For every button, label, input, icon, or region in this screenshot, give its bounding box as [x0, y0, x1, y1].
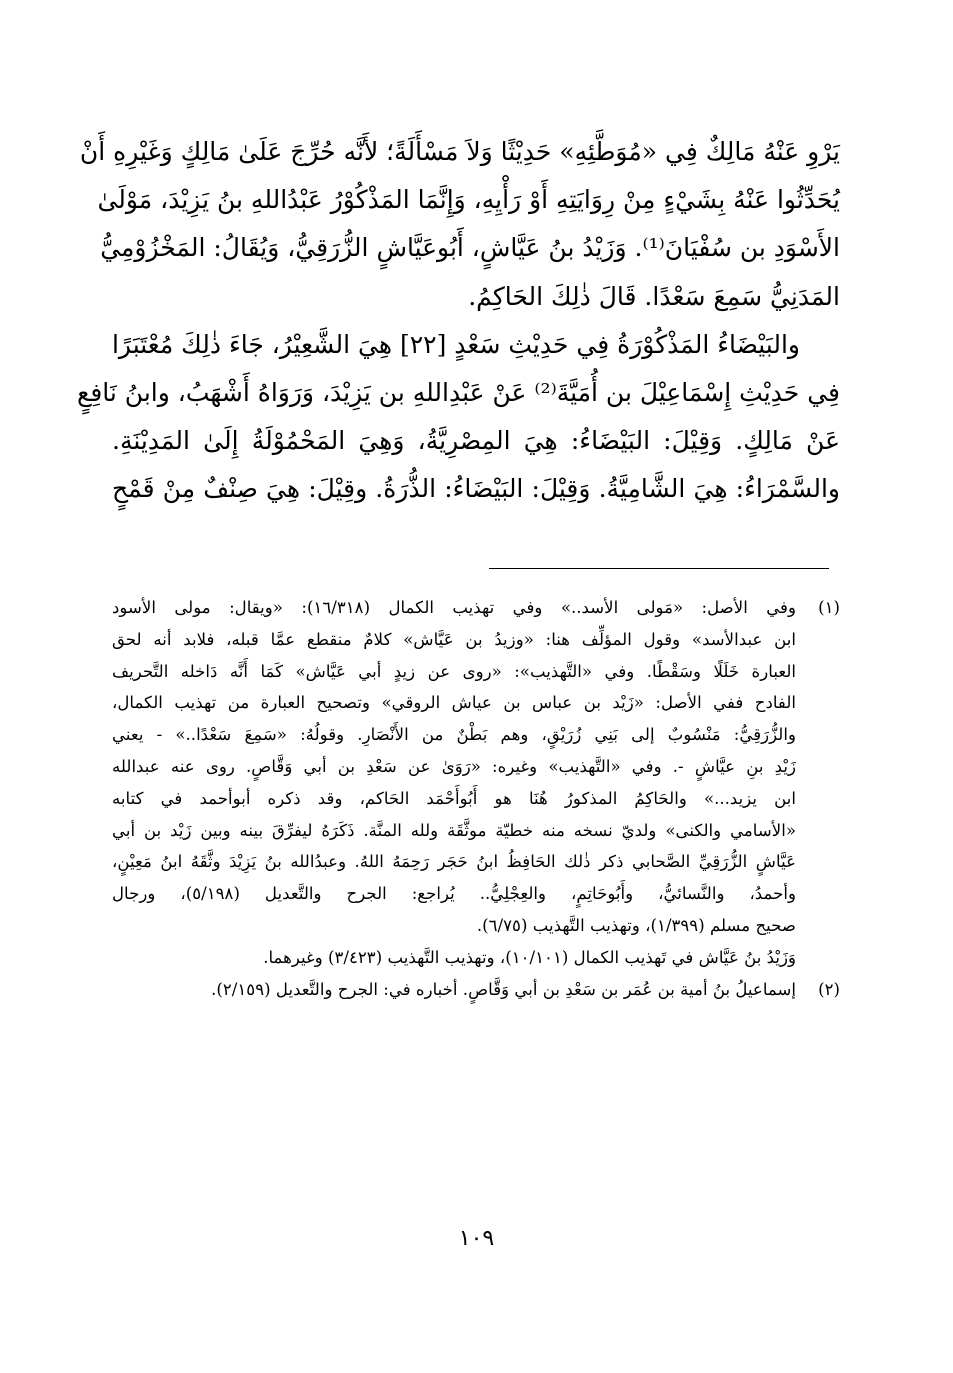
page-number: ١٠٩ — [458, 1226, 495, 1251]
footnote-line: ابن يزيد...» والحَاكِمُ المذكورُ هُنَا هو أَبُوأَحْمَد الحَاكم، وقد ذكره أبوأحمد في كتابه — [112, 788, 796, 808]
footnote-line: وفي الأصل: «مَولى الأسد..» وفي تهذيب الكمال (١٦/٣١٨): «ويقال: مولى الأسود — [112, 598, 796, 617]
footnote-number: (٢) — [818, 979, 840, 999]
footnote-line: صحيح مسلم (١/٣٩٩)، وتهذيب التَّهذيب (٦/٧٥). — [476, 915, 796, 935]
text-line: والسَّمْرَاءُ: هِيَ الشَّامِيَّةُ. وَقِيْلَ: البَيْضَاءُ: الذُّرَةُ. وقِيْلَ: هِيَ صِنْفٌ مِنْ قَمْحٍ — [112, 474, 840, 504]
footnote-line: وأحمدُ، والنَّسائيُّ، وأَبُوحَاتِمٍ، والعِجْلِيُّ.. يُراجع: الجرح والتَّعديل (٥/١٩٨)، ورجال — [112, 884, 796, 904]
main-paragraph-2 — [77, 321, 840, 514]
footnote-1-continuation: وَزَيْدُ بنُ عَيَّاش في تَهذيب الكمال (١٠/١٠١)، وتهذيب التَّهذيب (٣/٤٢٣) وغيرهما. — [263, 947, 796, 967]
main-paragraph-1 — [79, 128, 840, 321]
footnote-2 — [112, 974, 840, 1006]
footnote-line: إسماعيلُ بنُ أمية بن عُمَر بن سَعْدِ بن أبي وَقَّاصٍ. أخباره في: الجرح والتَّعديل (٢/١٥٩). — [211, 979, 796, 999]
text-line: عَنْ مَالِكٍ. وَقِيْلَ: البَيْضَاءُ: هِيَ المِصْرِيَّةُ، وَهِيَ المَحْمُوْلَةُ إِلَىٰ المَدِيْنَةِ. — [112, 426, 840, 456]
footnote-line: العبارة خَلَلًا وسَقْطًا. وفي «التَّهذيب»: «روى عن زيدٍ أبي عَيَّاش» كَمَا أَنَّه دَاخله التَّحريف — [112, 661, 796, 681]
footnote-body — [112, 974, 796, 1006]
text-line: فِي حَدِيْثِ إِسْمَاعِيْلَ بن أُمَيَّةَ⁽²⁾ عَنْ عَبْدِاللهِ بن يَزِيْدَ، وَرَوَاهُ أَشْهَبُ، وابنُ نَافِعٍ — [77, 378, 840, 408]
footnote-line: زَيْدِ بنِ عيَّاشٍ -. وفي «التَّهذيب» وغيره: «رَوَىٰ عن سَعْدِ بن أبي وَقَّاصٍ. روى عنه عبدالله — [112, 756, 796, 776]
footnote-line: عَيَّاشٍ الزُّرَقِيِّ الصَّحابي ذكر ذٰلك الحَافِظُ ابنُ حَجَر رَحِمَهُ اللهُ. وعبدُالله بنُ يَزِيْدَ وثَّقَهُ ابنُ مَعِيْنٍ، — [112, 852, 796, 872]
text-line: يَرْوِ عَنْهُ مَالِكٌ فِي «مُوَطَّئِهِ» حَدِيْثًا وَلاَ مَسْأَلَةً؛ لأَنَّه حُرِّجَ عَلَىٰ مَالِكٍ وَغَيْرِهِ أَنْ — [79, 137, 840, 166]
footnotes-block — [112, 592, 840, 1005]
footnote-line: والزُّرَقِيُّ: مَنْسُوبٌ إلى بَنِي زُرَيْقٍ، وهم بَطْنٌ من الأَنْصَارِ. وقولُهُ: «سَمِعَ سَعْدًا..» - يعني — [112, 725, 796, 745]
text-line: الأَسْوَدِ بن سُفْيَانَ⁽¹⁾. وَزَيْدُ بنُ عَيَّاشٍ، أَبُوعَيَّاشٍ الزُّرَقِيُّ، وَيُقَالُ: المَخْزُوْمِيُّ — [100, 233, 840, 263]
footnote-body — [112, 592, 796, 942]
footnote-separator — [489, 568, 829, 569]
footnote-number: (١) — [818, 598, 840, 617]
footnote-line: «الأسامي والكنى» ولديّ نسخه منه خطيّة موثَّقَة ولله المنَّة. ذَكَرَهُ ليفرِّقَ بينه وبين زَيْد بن أبي — [112, 820, 796, 840]
text-line: والبَيْضَاءُ المَذْكُوْرَةُ فِي حَدِيْثِ سَعْدٍ [٢٢] هِيَ الشَّعِيْرُ، جَاءَ ذٰلِكَ مُعْتَبَرًا — [111, 329, 800, 359]
footnote-line: الفادح ففي الأصل: «زَيْد بن عباس بن عياش الروقي» وتصحيح العبارة من تهذيب الكمال، — [112, 693, 796, 713]
text-line: يُحَدِّثُوا عَنْهُ بِشَيْءٍ مِنْ رِوَايَتِهِ أَوْ رَأْيِهِ، وَإِنَّمَا المَذْكُوْرُ عَبْدُاللهِ بنُ يَزِيْدَ، مَوْلَىٰ — [97, 185, 840, 215]
footnote-line: ابن عبدالأسد» وقول المؤلِّف هنا: «وزيدُ بن عَيَّاش» كلامٌ منقطع عمَّا قبله، فلابد أنه لحق — [112, 629, 796, 649]
text-line: المَدَنِيُّ سَمِعَ سَعْدًا. قَالَ ذٰلِكَ الحَاكِمُ. — [468, 281, 840, 311]
footnote-1 — [112, 592, 840, 942]
main-text-block — [77, 128, 840, 514]
